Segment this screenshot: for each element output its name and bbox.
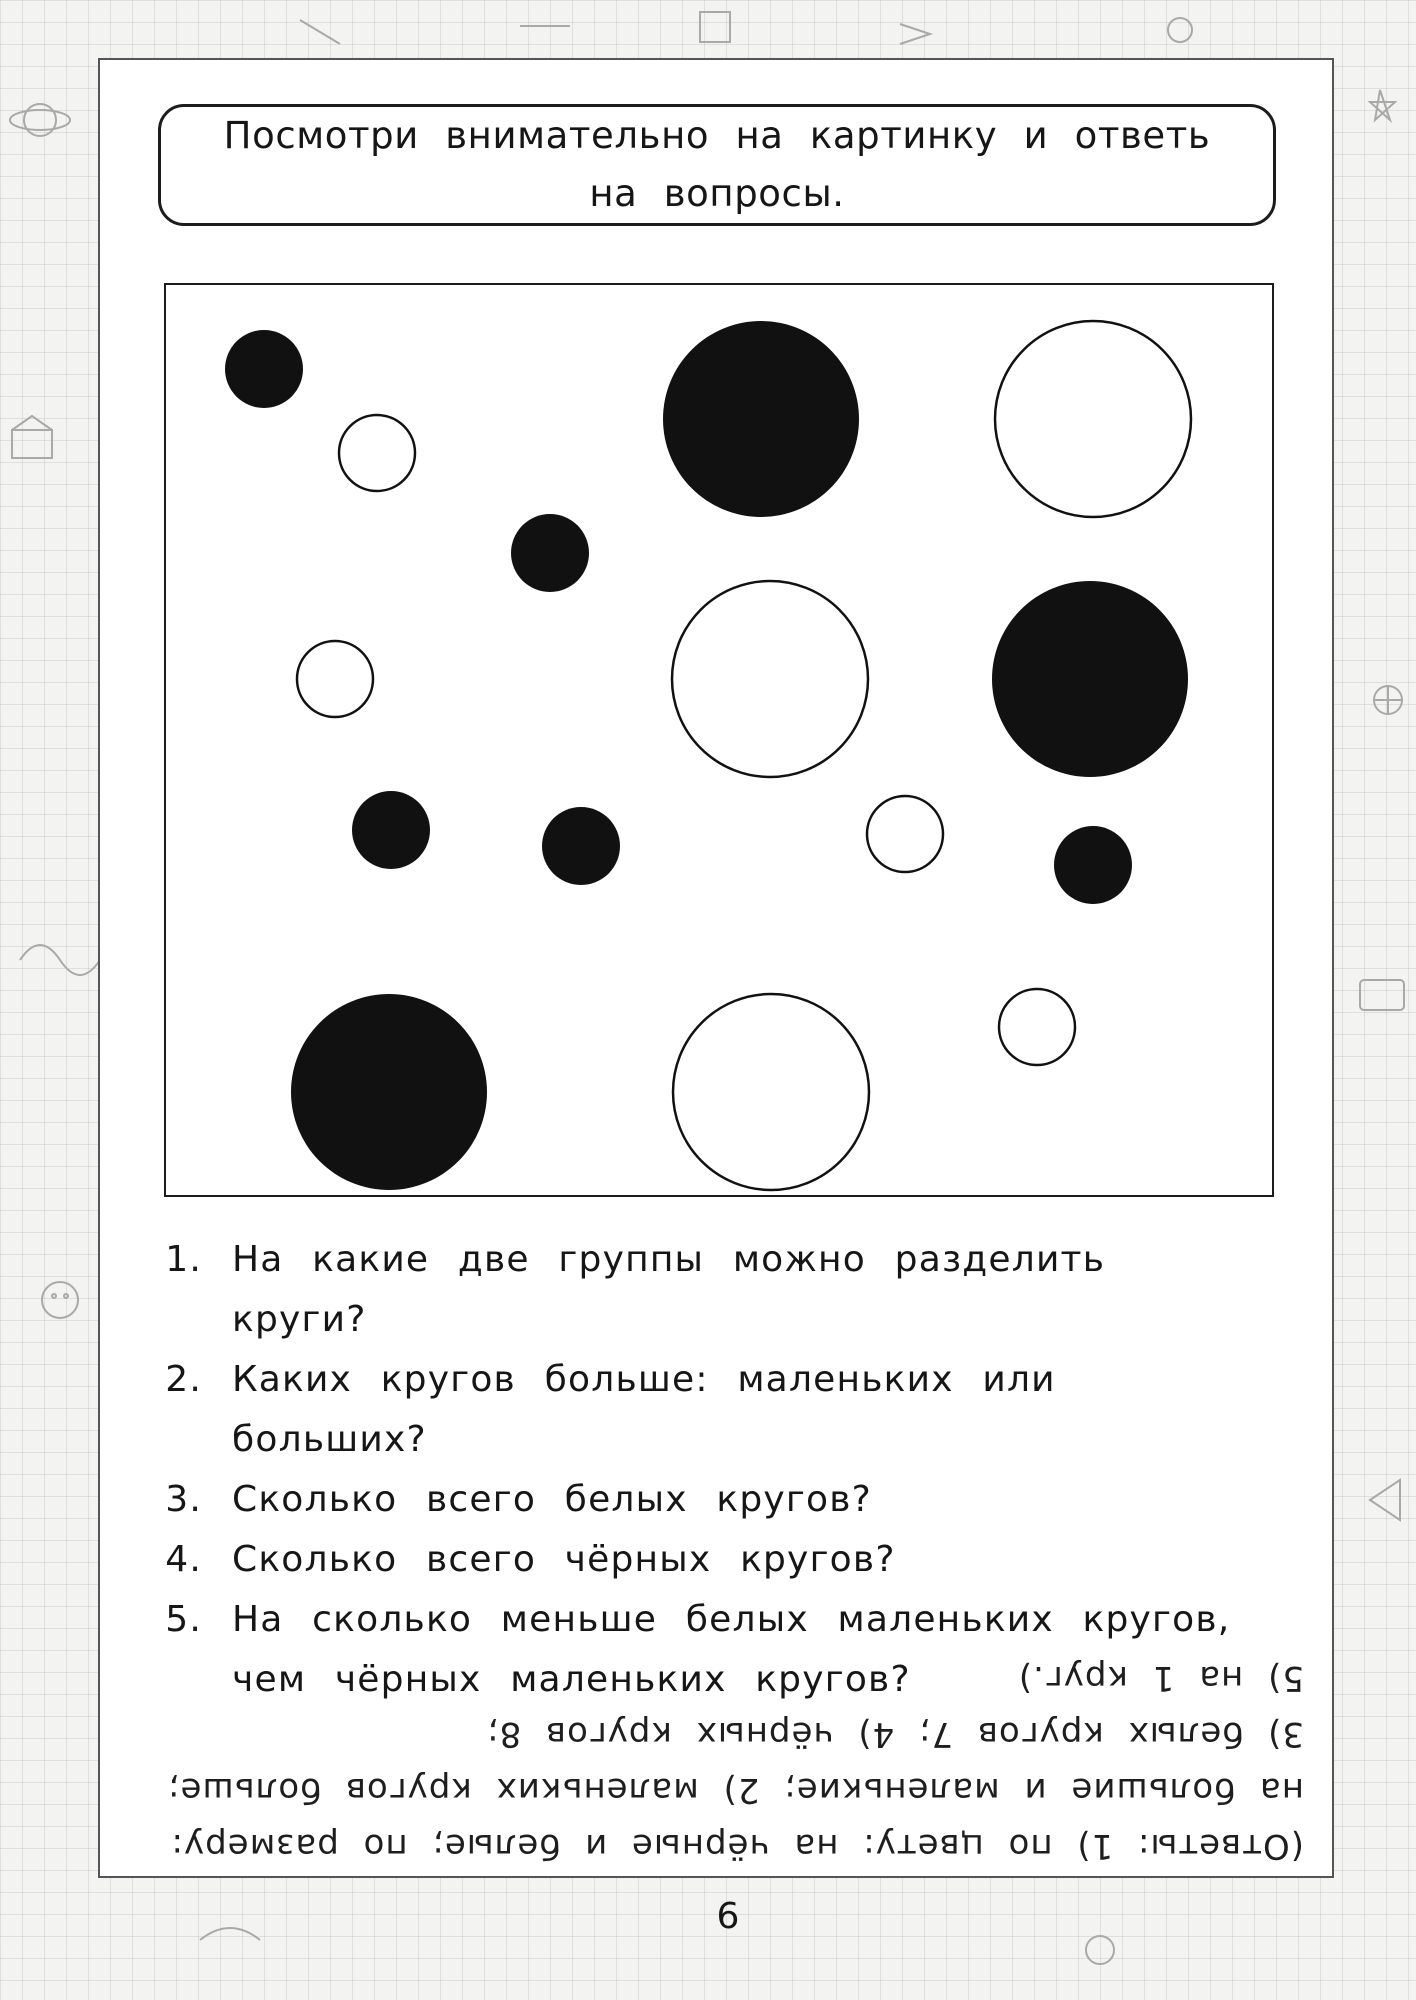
white-large-circle [673, 994, 869, 1190]
answer-line: 3) белых кругов 7; 4) чёрных кругов 8; [486, 1714, 1304, 1754]
question-number: 1 . [130, 1230, 202, 1350]
circles-figure [164, 283, 1274, 1197]
black-small-circle [225, 330, 303, 408]
white-large-circle [672, 581, 868, 777]
instruction-box [158, 104, 1276, 226]
question-number: 2 . [130, 1350, 202, 1470]
answer-line: 5) на 1 круг.) [1017, 1658, 1304, 1698]
black-small-circle [1054, 826, 1132, 904]
circles-canvas [166, 285, 1272, 1195]
white-large-circle [995, 321, 1191, 517]
question-item [130, 1350, 1310, 1470]
question-item [130, 1530, 1310, 1590]
white-small-circle [999, 989, 1075, 1065]
question-text: На какие две группы можно разделить круги? [232, 1239, 1106, 1340]
question-text: Сколько всего чёрных кругов? [232, 1539, 896, 1580]
question-text: Сколько всего белых кругов? [232, 1479, 872, 1520]
black-large-circle [291, 994, 487, 1190]
question-item [130, 1230, 1310, 1350]
white-small-circle [867, 796, 943, 872]
black-small-circle [542, 807, 620, 885]
question-number: 3 . [130, 1470, 202, 1530]
white-small-circle [339, 415, 415, 491]
upside-down-answers [132, 1618, 1304, 1874]
answer-line: (Ответы: 1) по цвету: на чёрные и белые; по размеру: [170, 1826, 1304, 1866]
instruction-text: Посмотри внимательно на картинку и ответь на вопросы. [223, 114, 1211, 215]
answer-line: на большие и маленькие; 2) маленьких кругов больше; [167, 1770, 1304, 1810]
black-large-circle [663, 321, 859, 517]
question-item [130, 1470, 1310, 1530]
question-number: 4 . [130, 1530, 202, 1590]
black-small-circle [352, 791, 430, 869]
question-text: На сколько меньше белых маленьких кругов, чем чёрных маленьких кругов? [232, 1599, 1231, 1700]
page-number: 6 [716, 1896, 740, 1937]
black-small-circle [511, 514, 589, 592]
black-large-circle [992, 581, 1188, 777]
question-number: 5 . [130, 1590, 202, 1710]
question-text: Каких кругов больше: маленьких или больших? [232, 1359, 1056, 1460]
white-small-circle [297, 641, 373, 717]
